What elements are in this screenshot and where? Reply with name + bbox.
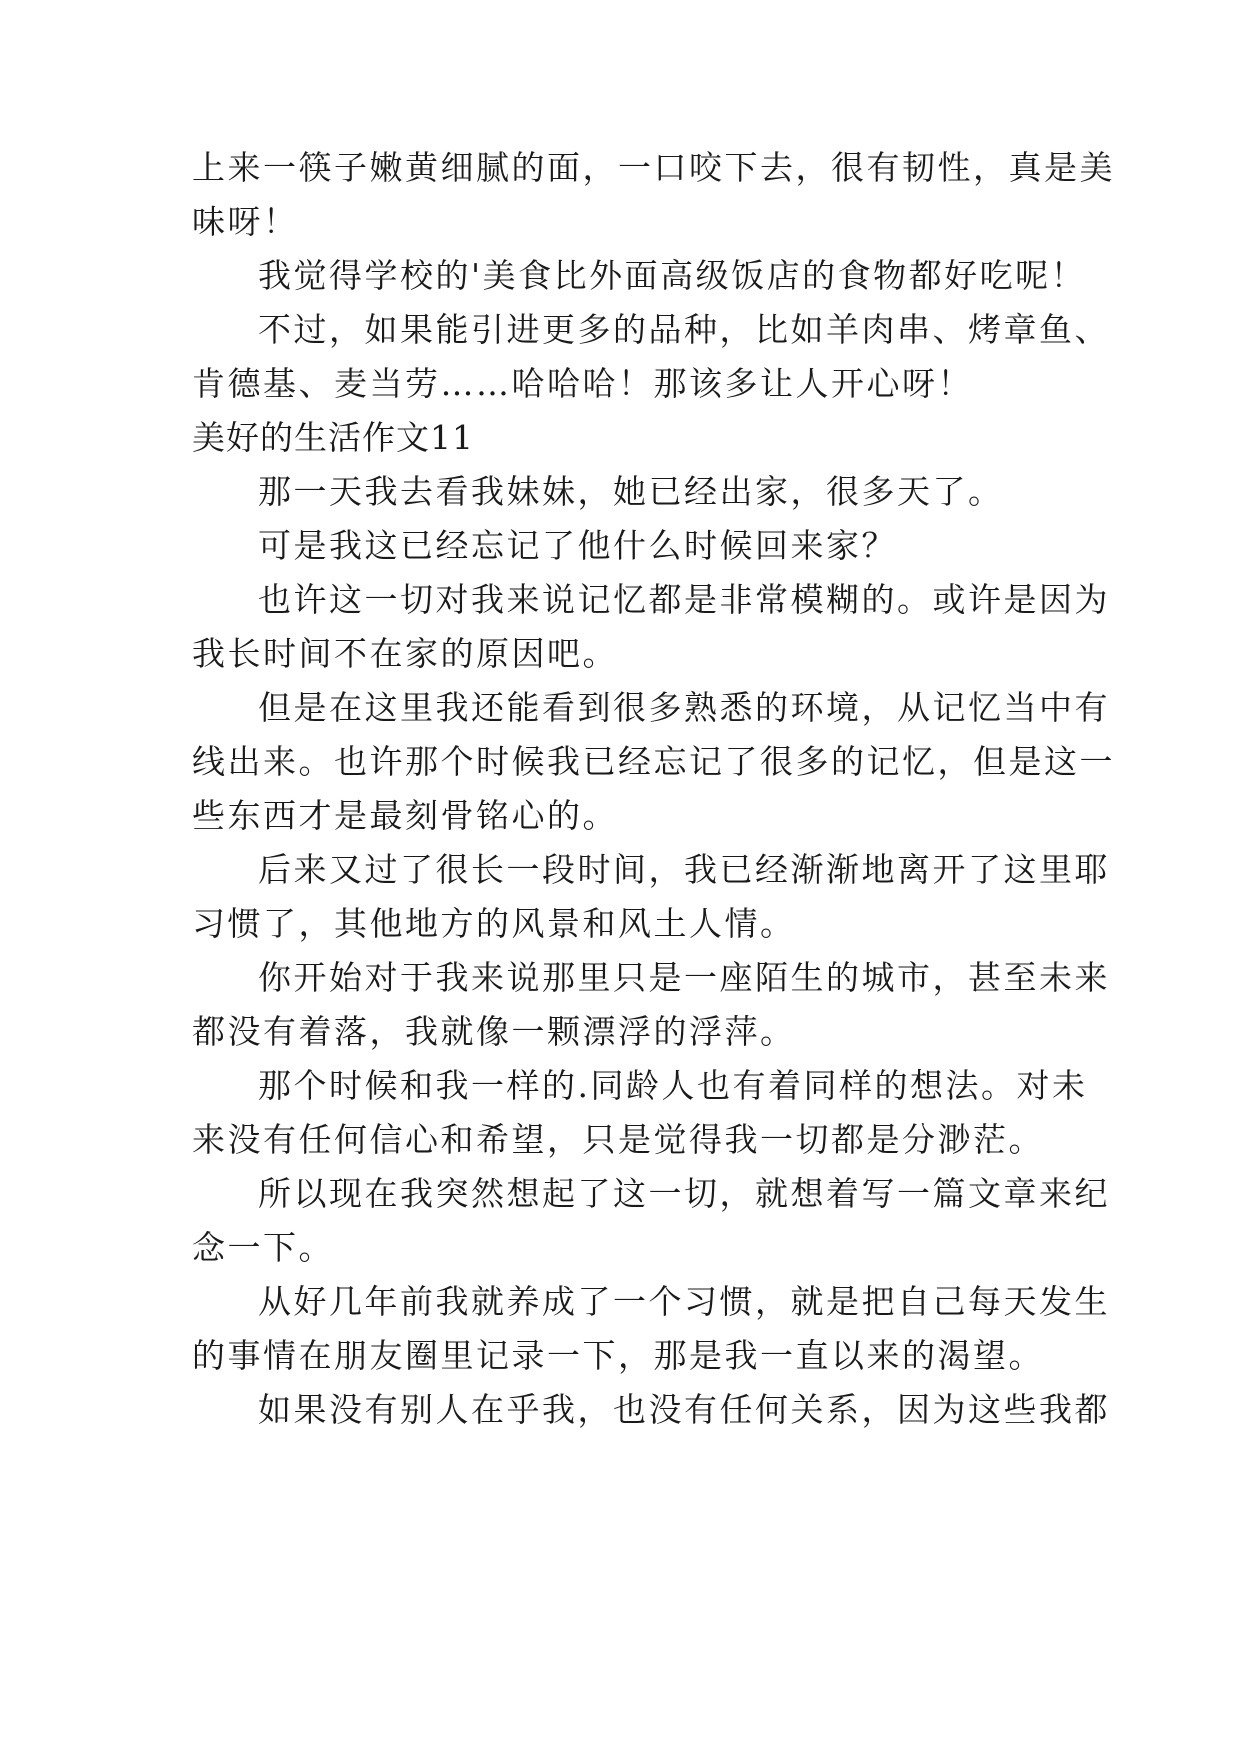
text-line: 线出来。也许那个时候我已经忘记了很多的记忆，但是这一 bbox=[192, 742, 1115, 781]
text-line: 后来又过了很长一段时间，我已经渐渐地离开了这里耶 bbox=[258, 850, 1110, 889]
text-line: 来没有任何信心和希望，只是觉得我一切都是分渺茫。 bbox=[192, 1120, 1044, 1159]
section-heading: 美好的生活作文11 bbox=[192, 418, 474, 457]
text-line: 些东西才是最刻骨铭心的。 bbox=[192, 796, 618, 835]
text-line: 所以现在我突然想起了这一切，就想着写一篇文章来纪 bbox=[258, 1174, 1110, 1213]
text-line: 肯德基、麦当劳……哈哈哈！那该多让人开心呀！ bbox=[192, 364, 973, 403]
text-line: 也许这一切对我来说记忆都是非常模糊的。或许是因为 bbox=[258, 580, 1110, 619]
text-line: 不过，如果能引进更多的品种，比如羊肉串、烤章鱼、 bbox=[258, 310, 1110, 349]
text-line: 你开始对于我来说那里只是一座陌生的城市，甚至未来 bbox=[258, 958, 1110, 997]
text-line: 我觉得学校的'美食比外面高级饭店的食物都好吃呢！ bbox=[258, 256, 1087, 295]
text-line: 味呀！ bbox=[192, 202, 299, 241]
text-line: 可是我这已经忘记了他什么时候回来家？ bbox=[258, 526, 897, 565]
text-line: 习惯了，其他地方的风景和风土人情。 bbox=[192, 904, 796, 943]
text-line: 但是在这里我还能看到很多熟悉的环境，从记忆当中有 bbox=[258, 688, 1110, 727]
text-line: 如果没有别人在乎我，也没有任何关系，因为这些我都 bbox=[258, 1390, 1110, 1429]
text-line: 的事情在朋友圈里记录一下，那是我一直以来的渴望。 bbox=[192, 1336, 1044, 1375]
text-line: 都没有着落，我就像一颗漂浮的浮萍。 bbox=[192, 1012, 796, 1051]
text-line: 那一天我去看我妹妹，她已经出家，很多天了。 bbox=[258, 472, 1004, 511]
text-line: 那个时候和我一样的.同龄人也有着同样的想法。对未 bbox=[258, 1066, 1088, 1105]
text-line: 念一下。 bbox=[192, 1228, 334, 1267]
text-line: 从好几年前我就养成了一个习惯，就是把自己每天发生 bbox=[258, 1282, 1110, 1321]
text-line: 上来一筷子嫩黄细腻的面，一口咬下去，很有韧性，真是美 bbox=[192, 148, 1115, 187]
text-line: 我长时间不在家的原因吧。 bbox=[192, 634, 618, 673]
